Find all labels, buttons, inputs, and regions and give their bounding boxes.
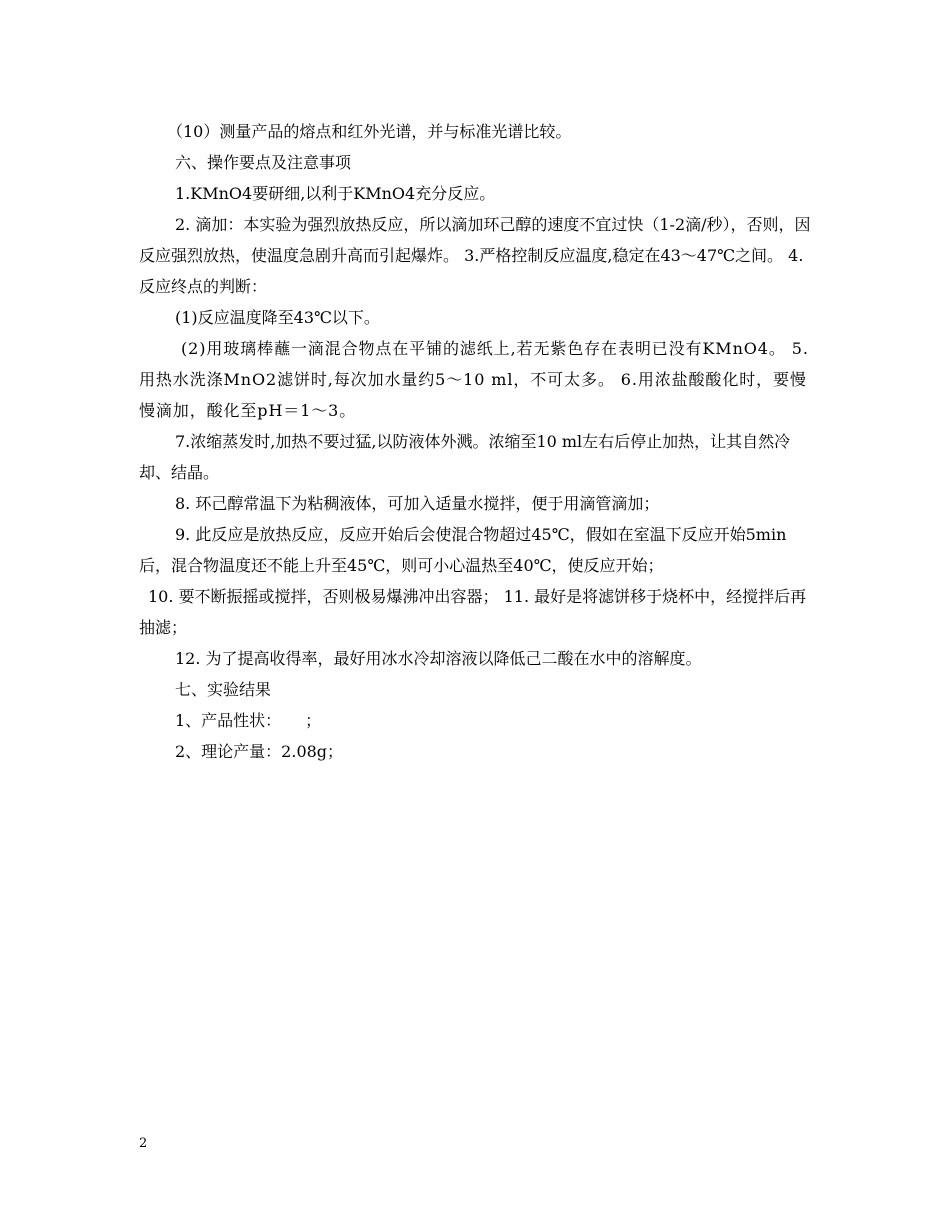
note-9-paragraph: 9. 此反应是放热反应，反应开始后会使混合物超过45℃，假如在室温下反应开始5min后，混合物温度还不能上升至45℃，则可小心温热至40℃，使反应开始； xyxy=(139,525,787,575)
step-10-paragraph: （10）测量产品的熔点和红外光谱，并与标准光谱比较。 xyxy=(167,122,572,141)
result-1-paragraph: 1、产品性状： ； xyxy=(175,711,322,730)
section-heading-results: 七、实验结果 xyxy=(175,680,272,699)
document-body xyxy=(139,116,811,767)
note-4-1-paragraph: (1)反应温度降至43℃以下。 xyxy=(175,308,380,327)
note-2-4-paragraph: 2. 滴加：本实验为强烈放热反应，所以滴加环己醇的速度不宜过快（1-2滴/秒），否则，因反应强烈放热，使温度急剧升高而引起爆炸。 3.严格控制反应温度,稳定在43～47℃之间。 4.反应终点的判断： xyxy=(139,215,811,296)
section-heading-precautions: 六、操作要点及注意事项 xyxy=(175,153,352,172)
note-4-2-6-paragraph: (2)用玻璃棒蘸一滴混合物点在平铺的滤纸上,若无紫色存在表明已没有KMnO4。 5.用热水洗涤MnO2滤饼时,每次加水量约5～10 ml，不可太多。 6.用浓盐酸酸化时，要慢慢滴加，酸化至pH＝1～3。 xyxy=(139,339,809,420)
note-1-paragraph: 1.KMnO4要研细,以利于KMnO4充分反应。 xyxy=(175,184,496,203)
note-7-paragraph: 7.浓缩蒸发时,加热不要过猛,以防液体外溅。浓缩至10 ml左右后停止加热，让其自然冷却、结晶。 xyxy=(139,432,791,482)
note-10-11-paragraph: 10. 要不断振摇或搅拌，否则极易爆沸冲出容器； 11. 最好是将滤饼移于烧杯中，经搅拌后再抽滤； xyxy=(139,587,807,637)
note-8-paragraph: 8. 环己醇常温下为粘稠液体，可加入适量水搅拌，便于用滴管滴加； xyxy=(175,494,660,513)
note-12-paragraph: 12. 为了提高收得率，最好用冰水冷却溶液以降低己二酸在水中的溶解度。 xyxy=(175,649,702,668)
page-number: 2 xyxy=(139,1136,148,1151)
result-2-paragraph: 2、理论产量：2.08g； xyxy=(175,742,344,761)
